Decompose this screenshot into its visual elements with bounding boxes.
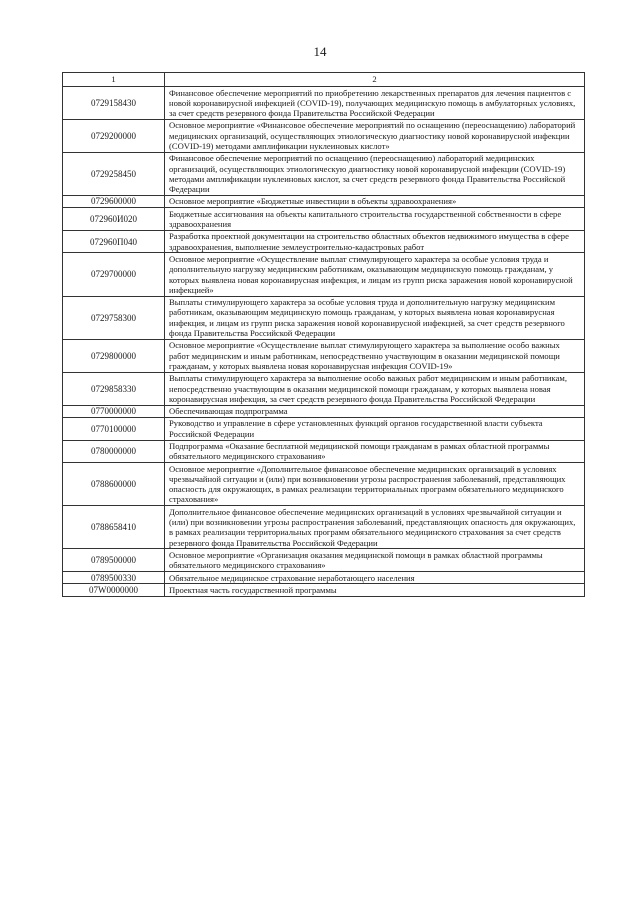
row-description: Обеспечивающая подпрограмма bbox=[165, 405, 585, 417]
row-code: 0788658410 bbox=[63, 506, 165, 549]
row-code: 0729858330 bbox=[63, 372, 165, 405]
row-code: 0729800000 bbox=[63, 339, 165, 372]
row-description: Выплаты стимулирующего характера за выполнение особо важных работ медицинским и иным работникам, непосредственно участвующим в оказании медицинской помощи гражданам, у которых выявлена новая коронавирусная инфекция, за счет средств резервного фонда Правительства Российской Федерации bbox=[165, 372, 585, 405]
table-row bbox=[63, 339, 585, 372]
row-code: 0770000000 bbox=[63, 405, 165, 417]
row-code: 0788600000 bbox=[63, 463, 165, 506]
row-code: 0729758300 bbox=[63, 296, 165, 339]
row-code: 072960П040 bbox=[63, 230, 165, 253]
row-description: Дополнительное финансовое обеспечение медицинских организаций в условиях чрезвычайной ситуации и (или) при возникновении угрозы распространения заболеваний, представляющих опасность для окружающих, в рамках реализации территориальных программ обязательного медицинского страхования за счет средств резервного фонда Правительства Российской Федерации bbox=[165, 506, 585, 549]
row-code: 0729158430 bbox=[63, 87, 165, 120]
row-code: 0729258450 bbox=[63, 152, 165, 195]
budget-classification-table bbox=[62, 72, 585, 597]
table-row bbox=[63, 463, 585, 506]
table-row bbox=[63, 87, 585, 120]
table-row bbox=[63, 296, 585, 339]
table-row bbox=[63, 549, 585, 572]
row-description: Подпрограмма «Оказание бесплатной медицинской помощи гражданам в рамках областной программы обязательного медицинского страхования» bbox=[165, 440, 585, 463]
row-code: 0789500330 bbox=[63, 572, 165, 584]
row-description: Бюджетные ассигнования на объекты капитального строительства государственной собственности в сфере здравоохранения bbox=[165, 208, 585, 231]
row-description: Основное мероприятие «Осуществление выплат стимулирующего характера за особые условия труда и дополнительную нагрузку медицинским работникам, оказывающим медицинскую помощь гражданам, у которых выявлена новая коронавирусная инфекция, и лицам из групп риска заражения новой коронавирусной инфекцией» bbox=[165, 253, 585, 296]
row-description: Основное мероприятие «Финансовое обеспечение мероприятий по оснащению (переоснащению) лабораторий медицинских организаций, осуществляющих этиологическую диагностику новой коронавирусной инфекции (COVID-19) методами амплификации нуклеиновых кислот» bbox=[165, 119, 585, 152]
table-row bbox=[63, 208, 585, 231]
row-code: 072960И020 bbox=[63, 208, 165, 231]
row-code: 0780000000 bbox=[63, 440, 165, 463]
table-row bbox=[63, 152, 585, 195]
row-description: Основное мероприятие «Осуществление выплат стимулирующего характера за выполнение особо важных работ медицинским и иным работникам, непосредственно участвующим в оказании медицинской помощи гражданам, у которых выявлена новая коронавирусная инфекция COVID-19» bbox=[165, 339, 585, 372]
table-header-row bbox=[63, 73, 585, 87]
row-code: 0729200000 bbox=[63, 119, 165, 152]
row-code: 0729600000 bbox=[63, 195, 165, 207]
table-row bbox=[63, 405, 585, 417]
row-description: Проектная часть государственной программы bbox=[165, 584, 585, 596]
row-description: Выплаты стимулирующего характера за особые условия труда и дополнительную нагрузку медицинским работникам, оказывающим медицинскую помощь гражданам, у которых выявлена новая коронавирусная инфекция, и лицам из групп риска заражения новой коронавирусной инфекцией, за счет средств резервного фонда Правительства Российской Федерации bbox=[165, 296, 585, 339]
row-description: Финансовое обеспечение мероприятий по оснащению (переоснащению) лабораторий медицинских организаций, осуществляющих этиологическую диагностику новой коронавирусной инфекции (COVID-19) методами амплификации нуклеиновых кислот, за счет средств резервного фонда Правительства Российской Федерации bbox=[165, 152, 585, 195]
table-row bbox=[63, 253, 585, 296]
column-header-code: 1 bbox=[63, 73, 165, 87]
table-row bbox=[63, 417, 585, 440]
row-description: Основное мероприятие «Бюджетные инвестиции в объекты здравоохранения» bbox=[165, 195, 585, 207]
table-row bbox=[63, 119, 585, 152]
table-row bbox=[63, 440, 585, 463]
table-row bbox=[63, 584, 585, 596]
table-row bbox=[63, 572, 585, 584]
row-description: Разработка проектной документации на строительство областных объектов недвижимого имущества в сфере здравоохранения, выполнение землеустроительно-кадастровых работ bbox=[165, 230, 585, 253]
row-code: 0770100000 bbox=[63, 417, 165, 440]
row-description: Руководство и управление в сфере установленных функций органов государственной власти субъекта Российской Федерации bbox=[165, 417, 585, 440]
table-row bbox=[63, 230, 585, 253]
row-code: 07W0000000 bbox=[63, 584, 165, 596]
table-row bbox=[63, 506, 585, 549]
row-description: Обязательное медицинское страхование неработающего населения bbox=[165, 572, 585, 584]
page-number: 14 bbox=[313, 44, 327, 59]
row-description: Основное мероприятие «Организация оказания медицинской помощи в рамках областной программы обязательного медицинского страхования» bbox=[165, 549, 585, 572]
row-description: Финансовое обеспечение мероприятий по приобретению лекарственных препаратов для лечения пациентов с новой коронавирусной инфекцией (COVID-19), получающих медицинскую помощь в амбулаторных условиях, за счет средств резервного фонда Правительства Российской Федерации bbox=[165, 87, 585, 120]
table-row bbox=[63, 372, 585, 405]
row-description: Основное мероприятие «Дополнительное финансовое обеспечение медицинских организаций в условиях чрезвычайной ситуации и (или) при возникновении угрозы распространения заболеваний, представляющих опасность для окружающих, в рамках реализации территориальных программ обязательного медицинского страхования» bbox=[165, 463, 585, 506]
row-code: 0789500000 bbox=[63, 549, 165, 572]
row-code: 0729700000 bbox=[63, 253, 165, 296]
table-row bbox=[63, 195, 585, 207]
column-header-description: 2 bbox=[165, 73, 585, 87]
